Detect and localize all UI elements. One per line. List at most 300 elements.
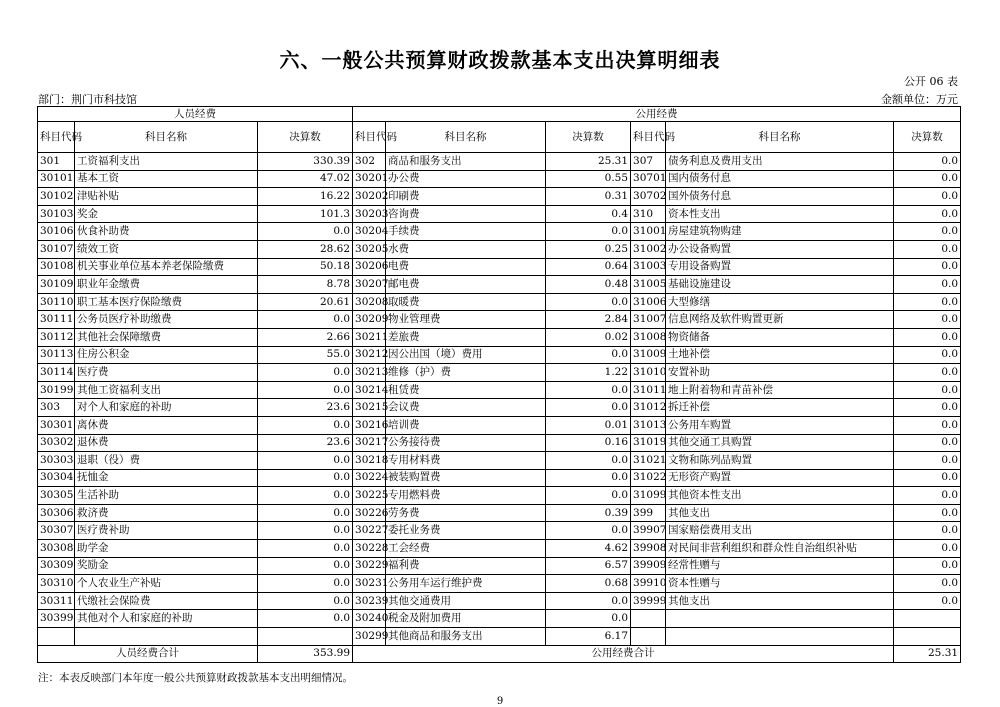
public-mid-amount: 0.0 xyxy=(546,469,631,487)
personnel-name: 职业年金缴费 xyxy=(75,276,258,294)
public-right-amount: 0.0 xyxy=(894,346,961,364)
public-mid-code: 30215 xyxy=(353,399,386,417)
personnel-name: 其他工资福利支出 xyxy=(75,381,258,399)
personnel-code: 30301 xyxy=(38,416,75,434)
public-right-amount: 0.0 xyxy=(894,399,961,417)
public-right-amount: 0.0 xyxy=(894,311,961,329)
public-mid-name: 会议费 xyxy=(386,399,546,417)
table-row xyxy=(38,346,961,364)
public-mid-name: 被装购置费 xyxy=(386,469,546,487)
public-mid-name: 福利费 xyxy=(386,557,546,575)
totals-row xyxy=(38,645,961,663)
public-right-amount: 0.0 xyxy=(894,276,961,294)
personnel-name: 对个人和家庭的补助 xyxy=(75,399,258,417)
personnel-amount: 0.0 xyxy=(258,522,353,540)
public-right-name: 大型修缮 xyxy=(666,293,894,311)
personnel-amount: 20.61 xyxy=(258,293,353,311)
public-right-amount: 0.0 xyxy=(894,364,961,382)
public-right-code: 30702 xyxy=(631,188,666,206)
public-right-name: 专用设备购置 xyxy=(666,258,894,276)
personnel-name: 生活补助 xyxy=(75,487,258,505)
public-right-code: 31022 xyxy=(631,469,666,487)
personnel-name: 奖金 xyxy=(75,205,258,223)
public-right-code: 31011 xyxy=(631,381,666,399)
page-number: 9 xyxy=(496,696,504,707)
public-mid-code: 302 xyxy=(353,153,386,171)
public-mid-name: 专用材料费 xyxy=(386,452,546,470)
public-right-code xyxy=(631,628,666,646)
personnel-amount xyxy=(258,628,353,646)
personnel-name: 个人农业生产补贴 xyxy=(75,575,258,593)
table-row xyxy=(38,452,961,470)
personnel-code: 30303 xyxy=(38,452,75,470)
personnel-amount: 23.6 xyxy=(258,399,353,417)
public-mid-code: 30231 xyxy=(353,575,386,593)
public-right-code: 39907 xyxy=(631,522,666,540)
personnel-amount: 0.0 xyxy=(258,469,353,487)
col-header-code: 科目代码 xyxy=(38,122,75,153)
public-mid-amount: 0.25 xyxy=(546,240,631,258)
public-right-name: 资本性赠与 xyxy=(666,575,894,593)
public-mid-code: 30224 xyxy=(353,469,386,487)
public-right-amount: 0.0 xyxy=(894,188,961,206)
personnel-amount: 0.0 xyxy=(258,540,353,558)
public-mid-code: 30207 xyxy=(353,276,386,294)
public-mid-amount: 0.0 xyxy=(546,592,631,610)
table-row xyxy=(38,240,961,258)
personnel-name: 医疗费补助 xyxy=(75,522,258,540)
personnel-code: 30103 xyxy=(38,205,75,223)
public-mid-code: 30209 xyxy=(353,311,386,329)
personnel-name: 离休费 xyxy=(75,416,258,434)
table-row xyxy=(38,522,961,540)
public-right-amount: 0.0 xyxy=(894,205,961,223)
public-right-code: 31010 xyxy=(631,364,666,382)
public-right-name xyxy=(666,610,894,628)
public-right-code: 31013 xyxy=(631,416,666,434)
department-label: 部门：荆门市科技馆 xyxy=(38,93,137,106)
table-row xyxy=(38,223,961,241)
public-mid-name: 税金及附加费用 xyxy=(386,610,546,628)
public-right-code: 31099 xyxy=(631,487,666,505)
public-right-amount: 0.0 xyxy=(894,557,961,575)
personnel-name: 绩效工资 xyxy=(75,240,258,258)
public-mid-amount: 0.0 xyxy=(546,522,631,540)
personnel-name: 奖励金 xyxy=(75,557,258,575)
personnel-amount: 0.0 xyxy=(258,504,353,522)
public-mid-code: 30226 xyxy=(353,504,386,522)
personnel-name: 住房公积金 xyxy=(75,346,258,364)
table-row xyxy=(38,364,961,382)
personnel-code xyxy=(38,628,75,646)
public-right-name: 办公设备购置 xyxy=(666,240,894,258)
public-right-name: 信息网络及软件购置更新 xyxy=(666,311,894,329)
public-total-label: 公用经费合计 xyxy=(353,645,894,663)
public-right-name: 基础设施建设 xyxy=(666,276,894,294)
public-right-name: 物资储备 xyxy=(666,328,894,346)
public-right-code xyxy=(631,610,666,628)
public-right-name: 其他支出 xyxy=(666,504,894,522)
public-mid-amount: 6.17 xyxy=(546,628,631,646)
page-title: 六、一般公共预算财政拨款基本支出决算明细表 xyxy=(279,48,721,72)
personnel-amount: 0.0 xyxy=(258,487,353,505)
table-row xyxy=(38,311,961,329)
public-mid-amount: 0.0 xyxy=(546,452,631,470)
public-mid-code: 30202 xyxy=(353,188,386,206)
public-mid-code: 30225 xyxy=(353,487,386,505)
public-mid-amount: 0.0 xyxy=(546,399,631,417)
public-mid-name: 公务接待费 xyxy=(386,434,546,452)
col-header-amount: 决算数 xyxy=(894,122,961,153)
public-mid-name: 维修（护）费 xyxy=(386,364,546,382)
public-right-code: 31009 xyxy=(631,346,666,364)
public-right-code: 31007 xyxy=(631,311,666,329)
public-mid-code: 30213 xyxy=(353,364,386,382)
public-right-amount: 0.0 xyxy=(894,434,961,452)
public-right-name: 土地补偿 xyxy=(666,346,894,364)
personnel-code: 30399 xyxy=(38,610,75,628)
table-row xyxy=(38,205,961,223)
personnel-name: 抚恤金 xyxy=(75,469,258,487)
personnel-code: 30107 xyxy=(38,240,75,258)
personnel-code: 30310 xyxy=(38,575,75,593)
personnel-code: 30114 xyxy=(38,364,75,382)
personnel-amount: 23.6 xyxy=(258,434,353,452)
public-mid-name: 工会经费 xyxy=(386,540,546,558)
personnel-name: 退休费 xyxy=(75,434,258,452)
personnel-name: 医疗费 xyxy=(75,364,258,382)
public-mid-amount: 0.48 xyxy=(546,276,631,294)
personnel-code: 30112 xyxy=(38,328,75,346)
public-mid-code: 30218 xyxy=(353,452,386,470)
table-row xyxy=(38,469,961,487)
public-right-amount xyxy=(894,610,961,628)
public-mid-code: 30214 xyxy=(353,381,386,399)
public-right-code: 30701 xyxy=(631,170,666,188)
public-right-name: 国内债务付息 xyxy=(666,170,894,188)
public-mid-amount: 0.39 xyxy=(546,504,631,522)
public-right-amount: 0.0 xyxy=(894,416,961,434)
personnel-name: 机关事业单位基本养老保险缴费 xyxy=(75,258,258,276)
public-right-code: 399 xyxy=(631,504,666,522)
public-mid-code: 30201 xyxy=(353,170,386,188)
public-mid-code: 30240 xyxy=(353,610,386,628)
personnel-amount: 8.78 xyxy=(258,276,353,294)
personnel-code: 30102 xyxy=(38,188,75,206)
personnel-name: 伙食补助费 xyxy=(75,223,258,241)
public-mid-code: 30212 xyxy=(353,346,386,364)
public-mid-code: 30217 xyxy=(353,434,386,452)
footnote: 注：本表反映部门本年度一般公共预算财政拨款基本支出明细情况。 xyxy=(38,672,353,684)
personnel-code: 30307 xyxy=(38,522,75,540)
public-right-code: 31003 xyxy=(631,258,666,276)
table-row xyxy=(38,504,961,522)
table-row xyxy=(38,170,961,188)
public-right-amount: 0.0 xyxy=(894,487,961,505)
public-mid-amount: 0.4 xyxy=(546,205,631,223)
public-right-name: 房屋建筑物购建 xyxy=(666,223,894,241)
personnel-amount: 0.0 xyxy=(258,416,353,434)
personnel-code: 30101 xyxy=(38,170,75,188)
personnel-name: 代缴社会保险费 xyxy=(75,592,258,610)
public-right-amount: 0.0 xyxy=(894,240,961,258)
public-right-name: 公务用车购置 xyxy=(666,416,894,434)
public-mid-name: 其他交通费用 xyxy=(386,592,546,610)
public-right-amount: 0.0 xyxy=(894,223,961,241)
public-right-name: 安置补助 xyxy=(666,364,894,382)
public-mid-name: 公务用车运行维护费 xyxy=(386,575,546,593)
public-right-name: 其他资本性支出 xyxy=(666,487,894,505)
public-mid-amount: 0.0 xyxy=(546,487,631,505)
table-row xyxy=(38,540,961,558)
public-mid-amount: 0.55 xyxy=(546,170,631,188)
personnel-amount: 101.3 xyxy=(258,205,353,223)
personnel-code: 30309 xyxy=(38,557,75,575)
public-right-code: 307 xyxy=(631,153,666,171)
public-mid-name: 差旅费 xyxy=(386,328,546,346)
personnel-code: 30305 xyxy=(38,487,75,505)
public-mid-name: 物业管理费 xyxy=(386,311,546,329)
public-right-name: 对民间非营利组织和群众性自治组织补贴 xyxy=(666,540,894,558)
public-mid-name: 取暖费 xyxy=(386,293,546,311)
group-header-public: 公用经费 xyxy=(353,107,961,122)
public-mid-name: 商品和服务支出 xyxy=(386,153,546,171)
public-mid-code: 30211 xyxy=(353,328,386,346)
public-right-code: 39908 xyxy=(631,540,666,558)
public-right-code: 31012 xyxy=(631,399,666,417)
personnel-amount: 330.39 xyxy=(258,153,353,171)
personnel-code: 301 xyxy=(38,153,75,171)
personnel-amount: 0.0 xyxy=(258,223,353,241)
public-mid-code: 30206 xyxy=(353,258,386,276)
table-row xyxy=(38,592,961,610)
public-right-code: 39909 xyxy=(631,557,666,575)
personnel-amount: 50.18 xyxy=(258,258,353,276)
personnel-amount: 0.0 xyxy=(258,610,353,628)
table-row xyxy=(38,628,961,646)
public-mid-name: 培训费 xyxy=(386,416,546,434)
public-mid-amount: 0.0 xyxy=(546,346,631,364)
table-row xyxy=(38,328,961,346)
personnel-amount: 55.0 xyxy=(258,346,353,364)
personnel-amount: 0.0 xyxy=(258,364,353,382)
public-mid-name: 专用燃料费 xyxy=(386,487,546,505)
personnel-amount: 0.0 xyxy=(258,311,353,329)
personnel-code: 30304 xyxy=(38,469,75,487)
public-mid-name: 手续费 xyxy=(386,223,546,241)
public-mid-amount: 0.16 xyxy=(546,434,631,452)
personnel-name: 工资福利支出 xyxy=(75,153,258,171)
col-header-code: 科目代码 xyxy=(353,122,386,153)
personnel-code: 30311 xyxy=(38,592,75,610)
personnel-name: 救济费 xyxy=(75,504,258,522)
personnel-code: 30110 xyxy=(38,293,75,311)
public-mid-code: 30228 xyxy=(353,540,386,558)
public-total-value: 25.31 xyxy=(894,645,961,663)
personnel-amount: 0.0 xyxy=(258,381,353,399)
public-right-amount: 0.0 xyxy=(894,540,961,558)
public-mid-name: 委托业务费 xyxy=(386,522,546,540)
personnel-amount: 0.0 xyxy=(258,557,353,575)
public-mid-amount: 0.64 xyxy=(546,258,631,276)
personnel-code: 30306 xyxy=(38,504,75,522)
personnel-code: 30113 xyxy=(38,346,75,364)
personnel-name: 其他社会保障缴费 xyxy=(75,328,258,346)
table-row xyxy=(38,381,961,399)
personnel-amount: 0.0 xyxy=(258,452,353,470)
public-right-amount: 0.0 xyxy=(894,452,961,470)
table-row xyxy=(38,399,961,417)
personnel-amount: 47.02 xyxy=(258,170,353,188)
public-right-code: 39910 xyxy=(631,575,666,593)
public-mid-name: 电费 xyxy=(386,258,546,276)
public-mid-amount: 2.84 xyxy=(546,311,631,329)
public-mid-amount: 0.0 xyxy=(546,610,631,628)
personnel-code: 303 xyxy=(38,399,75,417)
public-right-name: 拆迁补偿 xyxy=(666,399,894,417)
public-mid-code: 30203 xyxy=(353,205,386,223)
group-header-personnel: 人员经费 xyxy=(38,107,353,122)
personnel-code: 30111 xyxy=(38,311,75,329)
personnel-name: 退职（役）费 xyxy=(75,452,258,470)
public-right-name: 国家赔偿费用支出 xyxy=(666,522,894,540)
public-right-name: 债务利息及费用支出 xyxy=(666,153,894,171)
public-mid-name: 印刷费 xyxy=(386,188,546,206)
public-right-amount: 0.0 xyxy=(894,258,961,276)
public-right-code: 31021 xyxy=(631,452,666,470)
personnel-code: 30308 xyxy=(38,540,75,558)
public-mid-amount: 0.0 xyxy=(546,293,631,311)
table-row xyxy=(38,487,961,505)
personnel-amount: 16.22 xyxy=(258,188,353,206)
table-row xyxy=(38,276,961,294)
col-header-name: 科目名称 xyxy=(666,122,894,153)
public-mid-amount: 0.01 xyxy=(546,416,631,434)
personnel-name: 基本工资 xyxy=(75,170,258,188)
public-right-name: 无形资产购置 xyxy=(666,469,894,487)
personnel-name: 助学金 xyxy=(75,540,258,558)
public-mid-amount: 1.22 xyxy=(546,364,631,382)
personnel-code: 30106 xyxy=(38,223,75,241)
public-right-name: 地上附着物和青苗补偿 xyxy=(666,381,894,399)
table-row xyxy=(38,293,961,311)
personnel-name xyxy=(75,628,258,646)
public-right-amount: 0.0 xyxy=(894,592,961,610)
public-mid-code: 30227 xyxy=(353,522,386,540)
public-right-amount: 0.0 xyxy=(894,575,961,593)
personnel-amount: 2.66 xyxy=(258,328,353,346)
public-mid-name: 租赁费 xyxy=(386,381,546,399)
col-header-name: 科目名称 xyxy=(75,122,258,153)
public-mid-amount: 4.62 xyxy=(546,540,631,558)
public-right-code: 39999 xyxy=(631,592,666,610)
public-mid-name: 邮电费 xyxy=(386,276,546,294)
personnel-code: 30109 xyxy=(38,276,75,294)
public-right-code: 310 xyxy=(631,205,666,223)
public-mid-name: 因公出国（境）费用 xyxy=(386,346,546,364)
public-right-code: 31019 xyxy=(631,434,666,452)
personnel-amount: 0.0 xyxy=(258,592,353,610)
public-mid-amount: 0.0 xyxy=(546,381,631,399)
public-right-amount: 0.0 xyxy=(894,293,961,311)
public-right-amount: 0.0 xyxy=(894,522,961,540)
table-row xyxy=(38,188,961,206)
personnel-total-label: 人员经费合计 xyxy=(38,645,258,663)
public-right-code: 31006 xyxy=(631,293,666,311)
table-row xyxy=(38,416,961,434)
public-mid-code: 30208 xyxy=(353,293,386,311)
personnel-name: 津贴补贴 xyxy=(75,188,258,206)
public-mid-code: 30299 xyxy=(353,628,386,646)
public-right-code: 31002 xyxy=(631,240,666,258)
public-mid-name: 水费 xyxy=(386,240,546,258)
public-mid-code: 30216 xyxy=(353,416,386,434)
table-code: 公开 06 表 xyxy=(904,75,958,88)
personnel-name: 公务员医疗补助缴费 xyxy=(75,311,258,329)
personnel-amount: 0.0 xyxy=(258,575,353,593)
personnel-code: 30302 xyxy=(38,434,75,452)
unit-label: 金额单位：万元 xyxy=(881,93,958,106)
col-header-amount: 决算数 xyxy=(258,122,353,153)
table-row xyxy=(38,610,961,628)
public-right-code: 31008 xyxy=(631,328,666,346)
public-right-amount: 0.0 xyxy=(894,170,961,188)
col-header-name: 科目名称 xyxy=(386,122,546,153)
public-mid-amount: 25.31 xyxy=(546,153,631,171)
public-mid-amount: 0.0 xyxy=(546,223,631,241)
public-right-name: 经常性赠与 xyxy=(666,557,894,575)
public-right-name xyxy=(666,628,894,646)
expenditure-table xyxy=(37,106,961,663)
public-mid-name: 劳务费 xyxy=(386,504,546,522)
public-mid-name: 咨询费 xyxy=(386,205,546,223)
public-mid-amount: 0.02 xyxy=(546,328,631,346)
personnel-total-value: 353.99 xyxy=(258,645,353,663)
col-header-amount: 决算数 xyxy=(546,122,631,153)
personnel-code: 30108 xyxy=(38,258,75,276)
public-mid-code: 30229 xyxy=(353,557,386,575)
table-row xyxy=(38,557,961,575)
public-right-amount: 0.0 xyxy=(894,504,961,522)
public-right-amount: 0.0 xyxy=(894,469,961,487)
public-right-name: 资本性支出 xyxy=(666,205,894,223)
public-right-amount xyxy=(894,628,961,646)
public-right-amount: 0.0 xyxy=(894,328,961,346)
public-right-name: 国外债务付息 xyxy=(666,188,894,206)
public-right-amount: 0.0 xyxy=(894,381,961,399)
public-right-amount: 0.0 xyxy=(894,153,961,171)
table-row xyxy=(38,153,961,171)
public-mid-code: 30239 xyxy=(353,592,386,610)
table-row xyxy=(38,575,961,593)
public-mid-name: 其他商品和服务支出 xyxy=(386,628,546,646)
public-mid-name: 办公费 xyxy=(386,170,546,188)
public-right-code: 31001 xyxy=(631,223,666,241)
public-right-name: 其他交通工具购置 xyxy=(666,434,894,452)
personnel-name: 其他对个人和家庭的补助 xyxy=(75,610,258,628)
public-mid-code: 30205 xyxy=(353,240,386,258)
personnel-amount: 28.62 xyxy=(258,240,353,258)
public-right-name: 其他支出 xyxy=(666,592,894,610)
table-row xyxy=(38,258,961,276)
public-mid-amount: 0.68 xyxy=(546,575,631,593)
table-row xyxy=(38,434,961,452)
public-mid-amount: 0.31 xyxy=(546,188,631,206)
public-right-code: 31005 xyxy=(631,276,666,294)
personnel-code: 30199 xyxy=(38,381,75,399)
public-mid-amount: 6.57 xyxy=(546,557,631,575)
personnel-name: 职工基本医疗保险缴费 xyxy=(75,293,258,311)
